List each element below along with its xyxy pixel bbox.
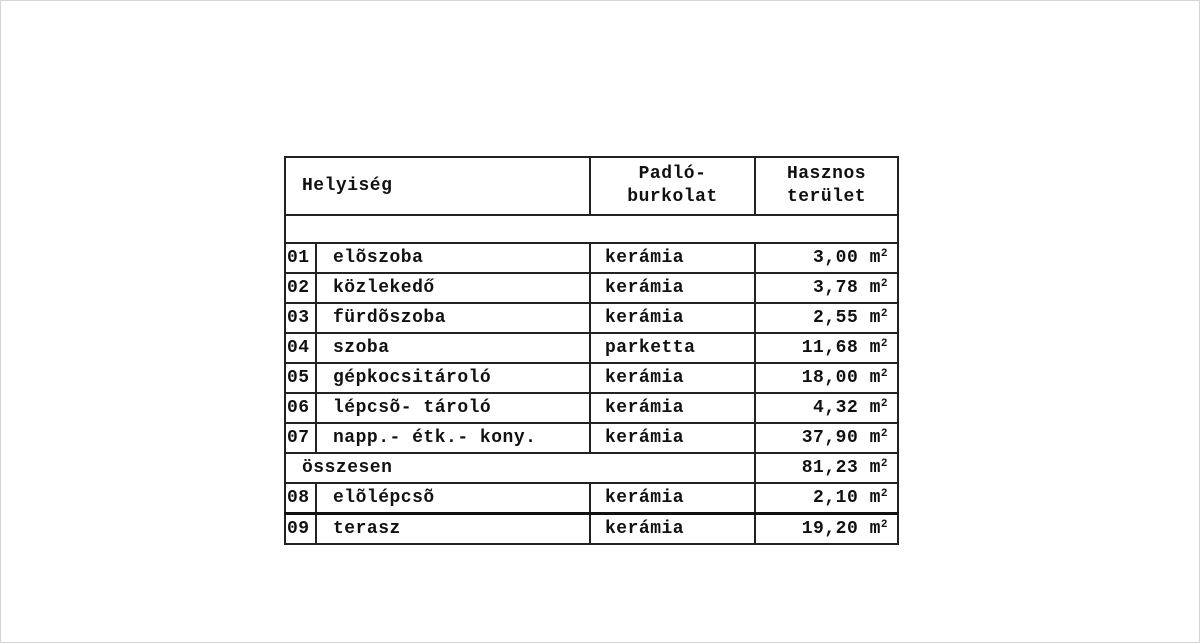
room-area [755,303,898,333]
table-row [285,483,898,514]
total-label: összesen [285,453,755,483]
area-unit-exp: 2 [880,519,888,531]
floor-type: kerámia [590,273,755,303]
area-value: 3,78 [813,278,859,298]
table-row [285,363,898,393]
row-number: 09 [285,514,316,545]
area-unit: m [869,248,881,268]
floor-type: kerámia [590,393,755,423]
floor-type: kerámia [590,363,755,393]
room-name: elõszoba [316,243,590,273]
floor-type: kerámia [590,303,755,333]
total-row [285,453,898,483]
room-name: lépcsõ- tároló [316,393,590,423]
header-area-line1: Hasznos [786,164,867,184]
room-name: napp.- étk.- kony. [316,423,590,453]
table-row [285,333,898,363]
area-unit: m [869,308,881,328]
spacer-cell [285,215,898,243]
row-number: 07 [285,423,316,453]
room-name: közlekedő [316,273,590,303]
area-value: 37,90 [801,428,859,448]
table-header-row [285,157,898,215]
room-area-table [284,156,899,545]
row-number: 05 [285,363,316,393]
row-number: 06 [285,393,316,423]
area-unit-exp: 2 [880,308,888,320]
header-room [285,157,590,215]
area-unit-exp: 2 [880,398,888,410]
row-number: 04 [285,333,316,363]
row-number: 03 [285,303,316,333]
area-unit: m [869,458,881,478]
area-value: 19,20 [801,519,859,539]
room-name: fürdõszoba [316,303,590,333]
room-area [755,243,898,273]
table-row [285,514,898,545]
row-number: 02 [285,273,316,303]
area-unit-exp: 2 [880,368,888,380]
room-area [755,333,898,363]
area-unit-exp: 2 [880,338,888,350]
room-name: szoba [316,333,590,363]
area-unit-exp: 2 [880,248,888,260]
area-unit: m [869,278,881,298]
area-unit-exp: 2 [880,278,888,290]
area-value: 3,00 [813,248,859,268]
row-number: 08 [285,483,316,514]
table-row [285,423,898,453]
table-row [285,393,898,423]
floor-type: kerámia [590,514,755,545]
total-area-value: 81,23 [801,458,859,478]
row-number: 01 [285,243,316,273]
area-unit: m [869,398,881,418]
header-area-line2: terület [786,187,867,207]
area-unit-exp: 2 [880,428,888,440]
room-name: terasz [316,514,590,545]
floor-type: parketta [590,333,755,363]
header-room-label: Helyiség [302,176,393,196]
area-value: 2,55 [813,308,859,328]
table-row [285,273,898,303]
room-area [755,423,898,453]
room-area [755,393,898,423]
area-unit: m [869,519,881,539]
floor-type: kerámia [590,243,755,273]
room-name: elõlépcsõ [316,483,590,514]
table-row [285,243,898,273]
room-area [755,273,898,303]
area-value: 2,10 [813,488,859,508]
table-row [285,303,898,333]
room-area [755,514,898,545]
area-unit-exp: 2 [880,488,888,500]
spacer-row [285,215,898,243]
total-area [755,453,898,483]
room-area [755,363,898,393]
area-value: 11,68 [801,338,859,358]
area-value: 4,32 [813,398,859,418]
header-floor-line1: Padló- [638,164,707,184]
header-floor [590,157,755,215]
area-unit: m [869,428,881,448]
floor-type: kerámia [590,483,755,514]
floor-type: kerámia [590,423,755,453]
area-unit: m [869,488,881,508]
header-floor-line2: burkolat [627,187,718,207]
area-unit: m [869,368,881,388]
room-area [755,483,898,514]
area-unit: m [869,338,881,358]
header-area [755,157,898,215]
area-value: 18,00 [801,368,859,388]
room-name: gépkocsitároló [316,363,590,393]
area-unit-exp: 2 [880,458,888,470]
